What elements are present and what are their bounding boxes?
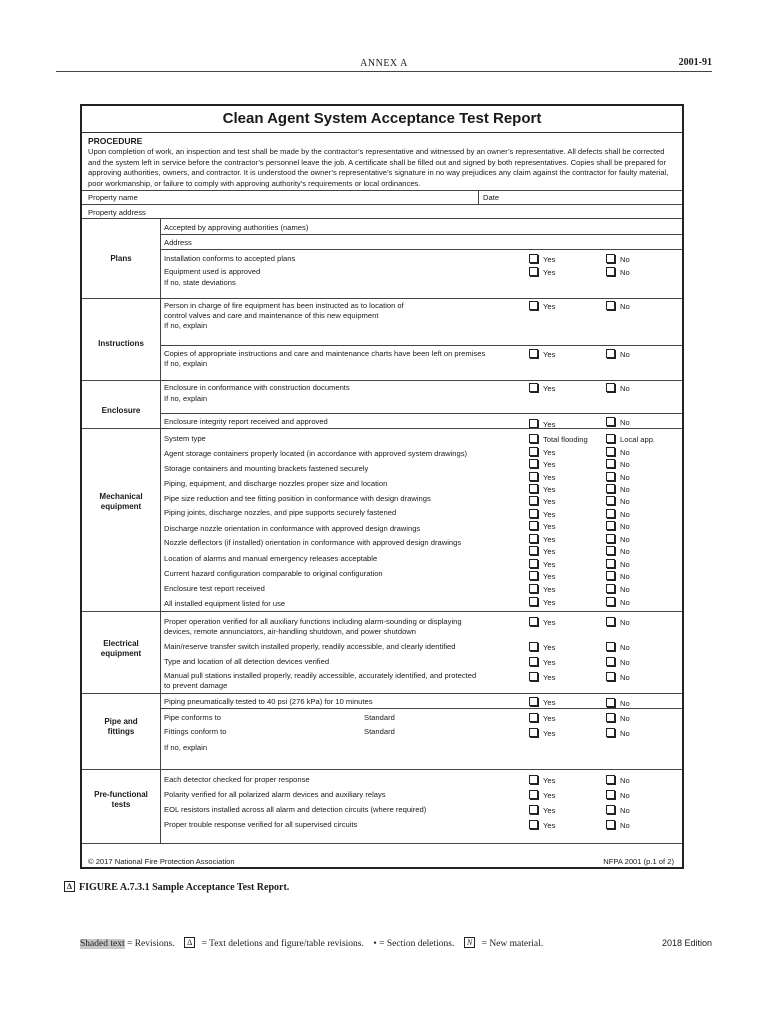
no-checkbox[interactable]: No	[606, 472, 630, 482]
fittings-row-label: Fittings conform to	[164, 727, 227, 736]
checkbox-icon	[529, 484, 538, 493]
mechanical-row-label: Discharge nozzle orientation in conformance with approved design drawings	[164, 524, 421, 533]
checkbox-icon	[529, 672, 538, 681]
checkbox-icon	[606, 417, 615, 426]
shaded-sample: Shaded text	[80, 939, 125, 949]
checkbox-icon	[529, 728, 538, 737]
yes-checkbox[interactable]: Yes	[529, 805, 555, 815]
procedure-heading: PROCEDURE	[88, 136, 143, 146]
page-number: 2001-91	[678, 57, 712, 68]
no-checkbox[interactable]: No	[606, 584, 630, 594]
checkbox-icon	[529, 820, 538, 829]
mechanical-row-label: Pipe size reduction and tee fitting position in conformance with design drawings	[164, 494, 431, 503]
checkbox-icon	[529, 805, 538, 814]
pipe-standard-field[interactable]: Standard	[364, 713, 395, 722]
checkbox-icon	[606, 447, 615, 456]
checkbox-icon	[606, 267, 615, 276]
no-checkbox[interactable]: No	[606, 642, 630, 652]
checkbox-icon	[606, 713, 615, 722]
instructions-row-label: Copies of appropriate instructions and care and maintenance charts have been left on premises	[164, 349, 486, 358]
checkbox-icon	[529, 597, 538, 606]
yes-checkbox[interactable]: Yes	[529, 509, 555, 519]
checkbox-icon	[606, 775, 615, 784]
rule	[82, 218, 682, 219]
checkbox-icon	[606, 484, 615, 493]
checkbox-icon	[529, 419, 538, 428]
instructions-explain-label: If no, explain	[164, 321, 208, 330]
pipe-row-label: Piping pneumatically tested to 40 psi (276 kPa) for 10 minutes	[164, 697, 373, 706]
checkbox-icon	[529, 521, 538, 530]
mechanical-row-label: Storage containers and mounting brackets fastened securely	[164, 464, 369, 473]
rule	[160, 345, 682, 346]
no-checkbox[interactable]: No	[606, 617, 630, 627]
rule	[82, 298, 682, 299]
checkbox-icon	[529, 472, 538, 481]
rule	[160, 413, 682, 414]
delta-icon: Δ	[184, 937, 195, 948]
electrical-row-label: Proper operation verified for all auxiliary functions including alarm-sounding or displaying	[164, 617, 462, 626]
rule	[478, 190, 479, 204]
yes-checkbox[interactable]: Yes	[529, 642, 555, 652]
no-checkbox[interactable]: No	[606, 805, 630, 815]
fittings-standard-field[interactable]: Standard	[364, 727, 395, 736]
mechanical-row-label: Agent storage containers properly located (in accordance with approved system drawings)	[164, 449, 468, 458]
yes-checkbox[interactable]: Yes	[529, 459, 555, 469]
yes-checkbox[interactable]: Yes	[529, 617, 555, 627]
checkbox-icon	[606, 698, 615, 707]
plans-row-label: Installation conforms to accepted plans	[164, 254, 296, 263]
yes-checkbox[interactable]: Yes	[529, 584, 555, 594]
yes-checkbox[interactable]: Yes	[529, 521, 555, 531]
no-checkbox[interactable]: No	[606, 713, 630, 723]
no-checkbox[interactable]: No	[606, 254, 630, 264]
checkbox-icon	[529, 267, 538, 276]
yes-checkbox[interactable]: Yes	[529, 790, 555, 800]
yes-checkbox[interactable]: Yes	[529, 820, 555, 830]
mechanical-row-label: Piping joints, discharge nozzles, and pipe supports securely fastened	[164, 508, 397, 517]
rule	[82, 204, 682, 205]
mechanical-row-label: All installed equipment listed for use	[164, 599, 286, 608]
checkbox-icon	[529, 301, 538, 310]
mechanical-row-label: Piping, equipment, and discharge nozzles proper size and location	[164, 479, 388, 488]
checkbox-icon	[606, 728, 615, 737]
section-electrical-equipment: Electrical equipment	[100, 639, 142, 658]
no-checkbox[interactable]: No	[606, 790, 630, 800]
mechanical-row-label: Nozzle deflectors (if installed) orientation in conformance with approved design drawings	[164, 538, 462, 547]
prefunctional-row-label: Each detector checked for proper response	[164, 775, 310, 784]
yes-checkbox[interactable]: Yes	[529, 254, 555, 264]
yes-checkbox[interactable]: Yes	[529, 534, 555, 544]
checkbox-icon	[606, 546, 615, 555]
form-title: Clean Agent System Acceptance Test Report	[222, 110, 542, 127]
checkbox-icon	[529, 697, 538, 706]
checkbox-icon	[529, 642, 538, 651]
no-checkbox[interactable]: No	[606, 417, 630, 427]
yes-checkbox[interactable]: Yes	[529, 383, 555, 393]
no-checkbox[interactable]: No	[606, 484, 630, 494]
yes-checkbox[interactable]: Yes	[529, 472, 555, 482]
instructions-explain-label: If no, explain	[164, 359, 208, 368]
no-checkbox[interactable]: No	[606, 459, 630, 469]
checkbox-icon	[529, 496, 538, 505]
pipe-explain-label: If no, explain	[164, 743, 208, 752]
yes-checkbox[interactable]: Yes	[529, 775, 555, 785]
checkbox-icon	[529, 559, 538, 568]
revision-legend: Shaded text = Revisions. Δ = Text deletions and figure/table revisions. • = Section deletions. N = New material.	[80, 938, 544, 949]
mechanical-row-label: Enclosure test report received	[164, 584, 265, 593]
mechanical-row-label: Current hazard configuration comparable to original configuration	[164, 569, 383, 578]
checkbox-icon	[606, 349, 615, 358]
prefunctional-row-label: Polarity verified for all polarized alarm devices and auxiliary relays	[164, 790, 386, 799]
mechanical-row-label: System type	[164, 434, 206, 443]
checkbox-icon	[606, 509, 615, 518]
instructions-row-label: Person in charge of fire equipment has been instructed as to location of	[164, 301, 404, 310]
no-checkbox[interactable]: No	[606, 447, 630, 457]
no-checkbox[interactable]: No	[606, 728, 630, 738]
checkbox-icon	[529, 617, 538, 626]
checkbox-icon	[606, 496, 615, 505]
checkbox-icon	[606, 617, 615, 626]
no-checkbox[interactable]: No	[606, 597, 630, 607]
checkbox-icon	[606, 584, 615, 593]
electrical-row-label: to prevent damage	[164, 681, 228, 690]
enclosure-explain-label: If no, explain	[164, 394, 208, 403]
rule	[82, 428, 682, 429]
rule	[82, 611, 682, 612]
rule	[82, 843, 682, 844]
property-name-field[interactable]: Property name	[88, 193, 138, 202]
rule	[160, 249, 682, 250]
checkbox-icon	[606, 383, 615, 392]
procedure-text: Upon completion of work, an inspection and test shall be made by the contractor’s representative and witnessed by an owner’s representative. All defects shall be corrected and the system left in service before the contractor’s personnel leave the job. A certificate shall be filled out and signed by both representatives. Copies shall be prepared for approving authorities, owners, and contractor. It is understood the owner’s representative’s signature in no way prejudices any claim against the contractor for faulty material, poor workmanship, or failure to comply with approving authority’s requirements or local ordinances.	[88, 147, 669, 188]
date-field[interactable]: Date	[483, 193, 500, 202]
approving-authorities-field[interactable]: Accepted by approving authorities (names)	[164, 223, 309, 232]
electrical-row-label: Main/reserve transfer switch installed properly, readily accessible, and clearly identified	[164, 642, 456, 651]
no-checkbox[interactable]: No	[606, 698, 630, 708]
prefunctional-row-label: EOL resistors installed across all alarm and detection circuits (where required)	[164, 805, 427, 814]
section-plans: Plans	[110, 254, 132, 263]
checkbox-icon	[529, 349, 538, 358]
no-checkbox[interactable]: No	[606, 521, 630, 531]
checkbox-icon	[529, 584, 538, 593]
title-rule	[82, 132, 682, 133]
no-checkbox[interactable]: No	[606, 301, 630, 311]
no-checkbox[interactable]: No	[606, 546, 630, 556]
mechanical-row-label: Location of alarms and manual emergency releases acceptable	[164, 554, 378, 563]
checkbox-icon	[529, 571, 538, 580]
checkbox-icon	[606, 521, 615, 530]
section-instructions: Instructions	[98, 339, 144, 348]
prefunctional-row-label: Proper trouble response verified for all supervised circuits	[164, 820, 358, 829]
yes-checkbox[interactable]: Yes	[529, 697, 555, 707]
yes-checkbox[interactable]: Yes	[529, 419, 555, 429]
enclosure-row-label: Enclosure integrity report received and approved	[164, 417, 328, 426]
checkbox-icon	[529, 447, 538, 456]
plans-address-field[interactable]: Address	[164, 238, 192, 247]
instructions-row-label: control valves and care and maintenance of this new equipment	[164, 311, 379, 320]
no-checkbox[interactable]: No	[606, 571, 630, 581]
yes-checkbox[interactable]: Yes	[529, 728, 555, 738]
yes-checkbox[interactable]: Yes	[529, 713, 555, 723]
figure-caption: Δ FIGURE A.7.3.1 Sample Acceptance Test Report.	[64, 881, 289, 893]
rule	[82, 693, 682, 694]
pipe-row-label: Pipe conforms to	[164, 713, 221, 722]
no-checkbox[interactable]: No	[606, 820, 630, 830]
section-column-divider	[160, 218, 161, 843]
checkbox-icon	[606, 642, 615, 651]
yes-checkbox[interactable]: Yes	[529, 349, 555, 359]
yes-checkbox[interactable]: Yes	[529, 546, 555, 556]
no-checkbox[interactable]: No	[606, 383, 630, 393]
plans-explain-label: If no, state deviations	[164, 278, 236, 287]
no-checkbox[interactable]: No	[606, 657, 630, 667]
checkbox-icon	[606, 254, 615, 263]
checkbox-icon	[529, 775, 538, 784]
copyright: © 2017 National Fire Protection Association	[88, 857, 235, 866]
yes-checkbox[interactable]: Yes	[529, 447, 555, 457]
new-material-icon: N	[464, 937, 475, 948]
section-enclosure: Enclosure	[101, 406, 141, 415]
checkbox-icon	[529, 254, 538, 263]
checkbox-icon	[606, 472, 615, 481]
yes-checkbox[interactable]: Yes	[529, 496, 555, 506]
yes-checkbox[interactable]: Yes	[529, 571, 555, 581]
checkbox-icon	[529, 546, 538, 555]
no-checkbox[interactable]: No	[606, 349, 630, 359]
checkbox-icon	[606, 672, 615, 681]
checkbox-icon	[606, 301, 615, 310]
checkbox-icon	[606, 790, 615, 799]
checkbox-icon	[529, 713, 538, 722]
checkbox-icon	[529, 790, 538, 799]
checkbox-icon	[606, 820, 615, 829]
acceptance-test-form	[80, 104, 684, 869]
yes-checkbox[interactable]: Yes	[529, 597, 555, 607]
delta-icon: Δ	[64, 881, 75, 892]
checkbox-icon	[606, 559, 615, 568]
plans-row-label: Equipment used is approved	[164, 267, 261, 276]
rule	[160, 708, 682, 709]
checkbox-icon	[606, 805, 615, 814]
no-checkbox[interactable]: No	[606, 509, 630, 519]
checkbox-icon	[529, 534, 538, 543]
checkbox-icon	[529, 434, 538, 443]
running-header: ANNEX A	[360, 58, 408, 69]
yes-checkbox[interactable]: Yes	[529, 672, 555, 682]
checkbox-icon	[529, 459, 538, 468]
total-flooding-checkbox[interactable]: Total flooding	[529, 434, 588, 444]
yes-checkbox[interactable]: Yes	[529, 301, 555, 311]
section-pre-functional-tests: Pre-functional tests	[94, 790, 148, 809]
no-checkbox[interactable]: No	[606, 775, 630, 785]
yes-checkbox[interactable]: Yes	[529, 657, 555, 667]
checkbox-icon	[606, 597, 615, 606]
no-checkbox[interactable]: No	[606, 672, 630, 682]
electrical-row-label: Type and location of all detection devices verified	[164, 657, 330, 666]
section-mechanical-equipment: Mechanical equipment	[99, 492, 143, 511]
checkbox-icon	[606, 571, 615, 580]
enclosure-row-label: Enclosure in conformance with construction documents	[164, 383, 350, 392]
local-app-checkbox[interactable]: Local app.	[606, 434, 655, 444]
rule	[160, 234, 682, 235]
rule	[82, 380, 682, 381]
no-checkbox[interactable]: No	[606, 496, 630, 506]
header-rule	[56, 71, 712, 72]
checkbox-icon	[529, 657, 538, 666]
property-address-field[interactable]: Property address	[88, 208, 146, 217]
checkbox-icon	[529, 383, 538, 392]
checkbox-icon	[529, 509, 538, 518]
electrical-row-label: devices, remote annunciators, air-handling shutdown, and power shutdown	[164, 627, 417, 636]
checkbox-icon	[606, 434, 615, 443]
yes-checkbox[interactable]: Yes	[529, 484, 555, 494]
checkbox-icon	[606, 459, 615, 468]
yes-checkbox[interactable]: Yes	[529, 267, 555, 277]
yes-checkbox[interactable]: Yes	[529, 559, 555, 569]
no-checkbox[interactable]: No	[606, 559, 630, 569]
edition: 2018 Edition	[661, 938, 712, 948]
checkbox-icon	[606, 534, 615, 543]
rule	[82, 769, 682, 770]
no-checkbox[interactable]: No	[606, 267, 630, 277]
form-page-number: NFPA 2001 (p.1 of 2)	[603, 857, 674, 866]
rule	[82, 190, 682, 191]
no-checkbox[interactable]: No	[606, 534, 630, 544]
section-pipe-and-fittings: Pipe and fittings	[104, 717, 138, 736]
checkbox-icon	[606, 657, 615, 666]
electrical-row-label: Manual pull stations installed properly, readily accessible, accurately identified, and protected	[164, 671, 477, 680]
